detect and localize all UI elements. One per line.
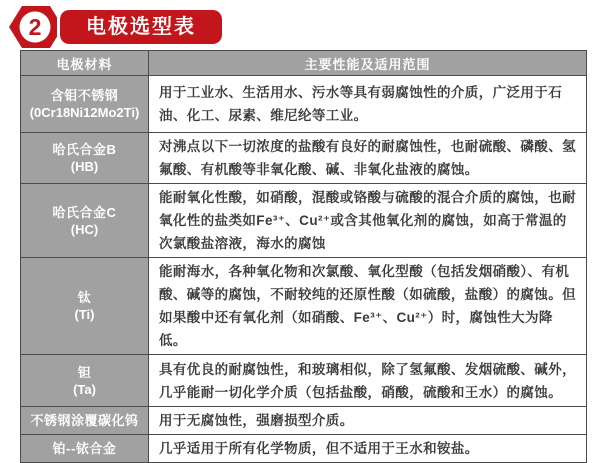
material-name: 钛 (77, 290, 92, 305)
material-cell (21, 258, 149, 355)
material-code: (Ti) (74, 307, 95, 322)
table-row (21, 133, 587, 184)
material-name: 铂--铱合金 (52, 441, 117, 456)
description-cell: 几乎适用于所有化学物质，但不适用于王水和铵盐。 (149, 435, 587, 463)
section-header (0, 0, 600, 50)
material-cell (21, 355, 149, 407)
description-cell: 对沸点以下一切浓度的盐酸有良好的耐腐蚀性，也耐硫酸、磷酸、氢氟酸、有机酸等非氧化酸、碱、非氧化盐液的腐蚀。 (149, 133, 587, 184)
section-title: 电极选型表 (60, 10, 222, 44)
material-cell (21, 133, 149, 184)
material-name: 钽 (77, 364, 92, 380)
description-cell: 用于无腐蚀性，强磨损型介质。 (149, 407, 587, 435)
material-cell (21, 184, 149, 258)
material-code: (Ta) (73, 381, 96, 397)
material-cell (21, 407, 149, 435)
description-cell: 能耐氧化性酸，如硝酸，混酸或铬酸与硫酸的混合介质的腐蚀，也耐氧化性的盐类如Fe³⁺、Cu²⁺或含其他氧化剂的腐蚀，如高于常温的次氯酸盐溶液，海水的腐蚀 (149, 184, 587, 258)
material-cell (21, 76, 149, 133)
electrode-selection-table (20, 50, 587, 463)
description-cell: 能耐海水，各种氧化物和次氯酸、氧化型酸（包括发烟硝酸）、有机酸、碱等的腐蚀，不耐较纯的还原性酸（如硫酸，盐酸）的腐蚀。但如果酸中还有氧化剂（如硝酸、Fe³⁺、Cu²⁺）时，腐蚀性大为降低。 (149, 258, 587, 355)
table-row (21, 184, 587, 258)
material-code: (HC) (70, 221, 99, 237)
material-name: 含钼不锈钢 (50, 88, 119, 103)
material-name: 不锈钢涂覆碳化钨 (30, 413, 139, 428)
column-header-performance: 主要性能及适用范围 (149, 51, 587, 76)
section-number-badge (7, 4, 65, 50)
table-row (21, 76, 587, 133)
description-cell: 用于工业水、生活用水、污水等具有弱腐蚀性的介质，广泛用于石油、化工、尿素、维尼纶等工业。 (149, 76, 587, 133)
section-number: 2 (28, 14, 42, 40)
table-row (21, 355, 587, 407)
description-cell: 具有优良的耐腐蚀性，和玻璃相似，除了氢氟酸、发烟硫酸、碱外，几乎能耐一切化学介质（包括盐酸，硝酸，硫酸和王水）的腐蚀。 (149, 355, 587, 407)
table-row (21, 435, 587, 463)
table-row (21, 258, 587, 355)
table-header-row (21, 51, 587, 76)
material-code: (0Cr18Ni12Mo2Ti) (29, 105, 140, 120)
material-code: (HB) (70, 159, 99, 174)
material-name: 哈氏合金C (52, 204, 117, 220)
material-name: 哈氏合金B (52, 142, 117, 157)
table-row (21, 407, 587, 435)
column-header-material: 电极材料 (21, 51, 149, 76)
material-cell (21, 435, 149, 463)
